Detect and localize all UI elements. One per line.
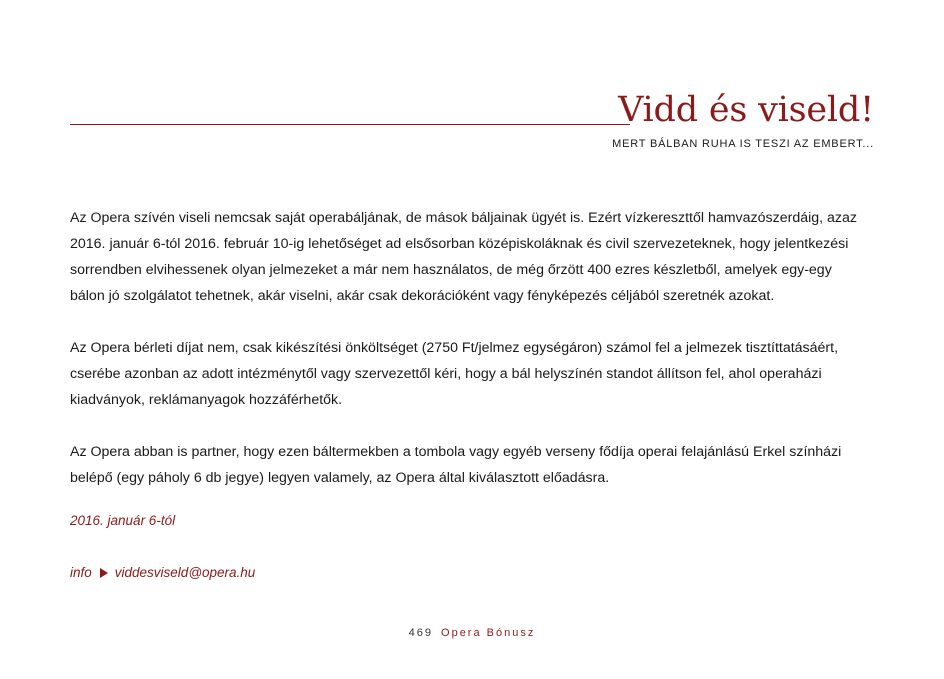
paragraph-1: Az Opera szívén viseli nemcsak saját operabáljának, de mások báljainak ügyét is. Ezért vízkereszttől hamvazószerdáig, azaz 2016. január 6-tól 2016. február 10-ig lehetőséget ad elsősorban középiskoláknak és civil szervezeteknek, hogy jelentkezési sorrendben elvihessenek olyan jelmezeket a már nem használatos, de még őrzött 400 ezres készletből, amelyek egy-egy bálon jó szolgálatot tehetnek, akár viselni, akár csak dekorációként vagy fényképezés céljából szeretnék azokat. <box>70 210 857 304</box>
date-text: 2016. január 6-tól <box>70 513 176 528</box>
page-title: Vidd és viseld! <box>618 90 874 130</box>
info-label: info <box>70 565 92 580</box>
triangle-right-icon <box>100 568 108 578</box>
info-line <box>70 565 255 580</box>
info-email-link[interactable]: viddesviseld@opera.hu <box>114 565 256 580</box>
header-rule <box>70 124 630 125</box>
page-footer <box>0 627 944 639</box>
paragraph-2: Az Opera bérleti díjat nem, csak kikészítési önköltséget (2750 Ft/jelmez egységáron) számol fel a jelmezek tisztíttatásáért, cserébe azonban az adott intézménytől vagy szervezettől kéri, hogy a bál helyszínén standot állítson fel, ahol operaházi kiadványok, reklámanyagok hozzáférhetők. <box>70 340 839 408</box>
page-number: 469 <box>408 627 434 639</box>
article-body <box>70 205 870 517</box>
paragraph-3: Az Opera abban is partner, hogy ezen báltermekben a tombola vagy egyéb verseny fődíja operai felajánlású Erkel színházi belépő (egy páholy 6 db jegye) legyen valamely, az Opera által kiválasztott előadásra. <box>70 444 842 486</box>
footer-section-name: Opera Bónusz <box>441 627 536 639</box>
page-subtitle: MERT BÁLBAN RUHA IS TESZI AZ EMBERT... <box>612 138 874 150</box>
